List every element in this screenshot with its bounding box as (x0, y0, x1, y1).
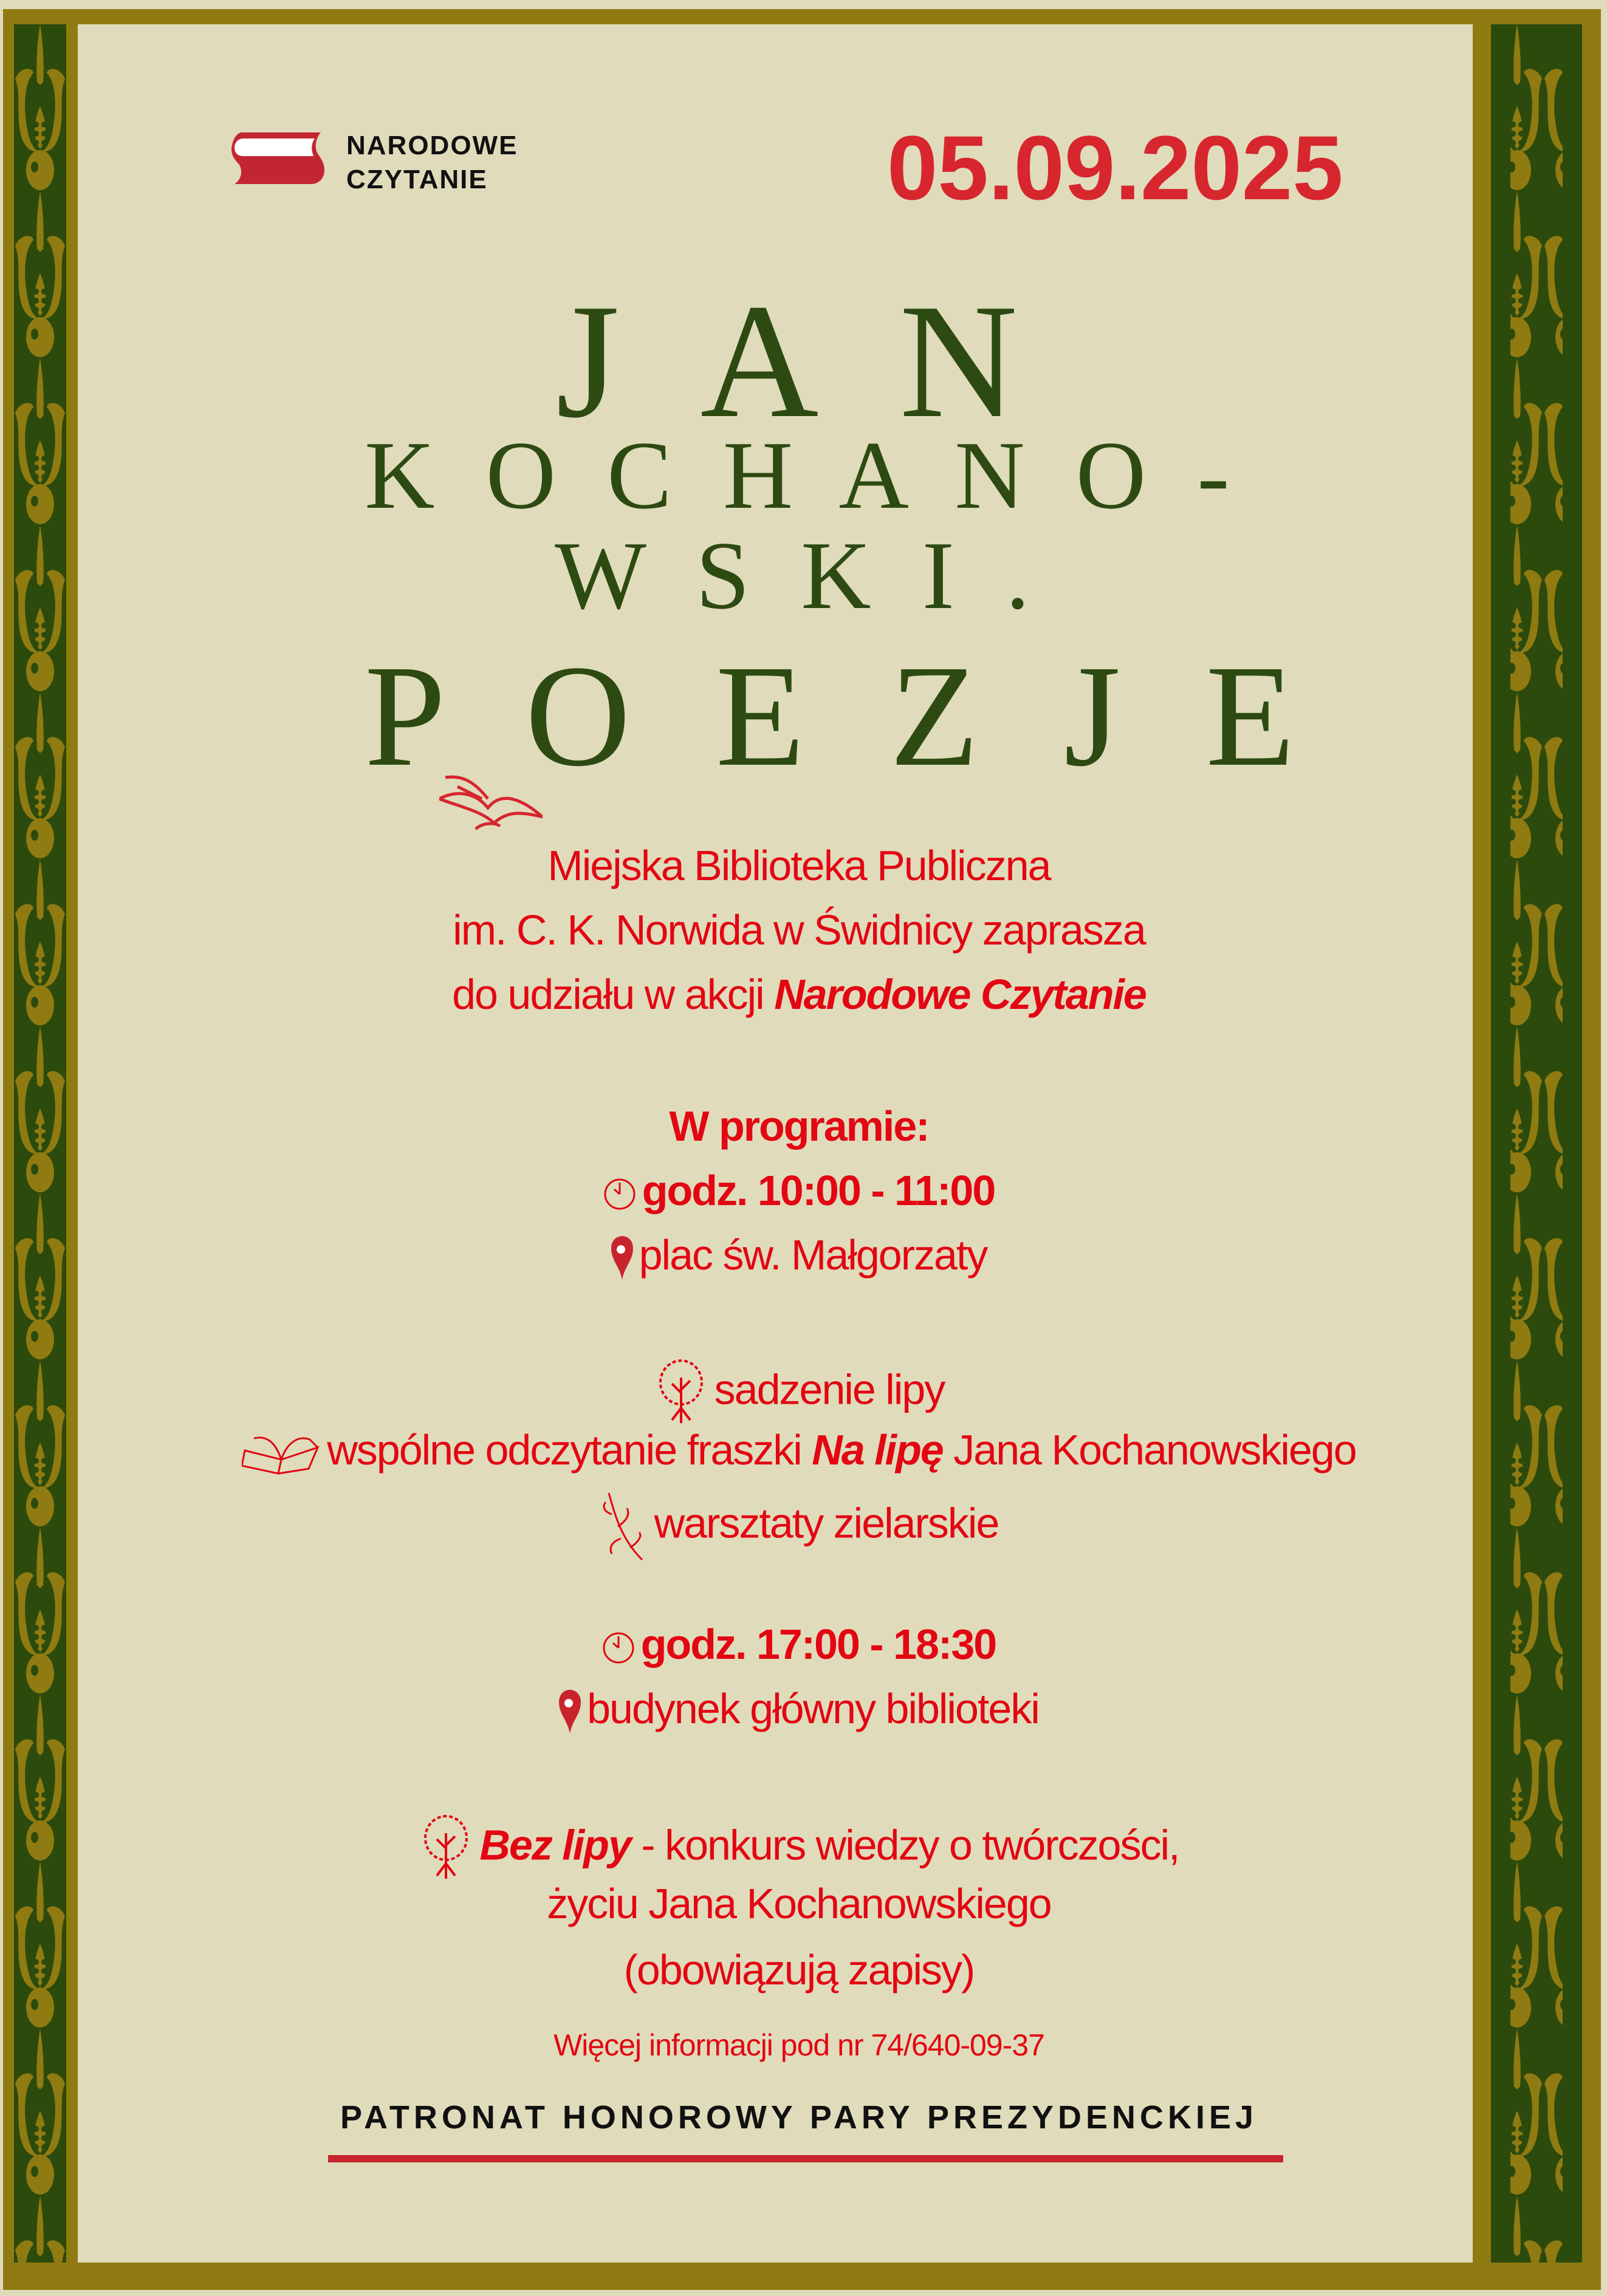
session2-time (122, 1620, 1476, 1669)
clock-icon (603, 1178, 636, 1211)
intro-line3-prefix: do udziału w akcji (452, 971, 775, 1018)
item-planting (122, 1359, 1476, 1426)
session1-time (122, 1166, 1476, 1215)
event-date: 05.09.2025 (887, 117, 1343, 219)
contest-line1 (122, 1815, 1476, 1882)
contest-line3: (obowiązują zapisy) (623, 1946, 975, 1994)
open-book-icon (242, 1432, 321, 1475)
intro-line3 (122, 970, 1476, 1019)
title-line3: W S K I . (555, 521, 1043, 629)
session2-place (122, 1684, 1476, 1735)
contact-info: Więcej informacji pod nr 74/640-09-37 (553, 2028, 1044, 2062)
red-divider (328, 2155, 1283, 2162)
item-reading-prefix: wspólne odczytanie fraszki (327, 1426, 812, 1474)
contest-line2: życiu Jana Kochanowskiego (547, 1880, 1051, 1927)
title-line2: K O C H A N O - (365, 421, 1243, 529)
item-herbal (122, 1490, 1476, 1563)
title-line1: J A N (555, 270, 1043, 452)
intro-line1: Miejska Biblioteka Publiczna (547, 842, 1050, 889)
session1-place (122, 1231, 1476, 1281)
session2-place-text: budynek główny biblioteki (587, 1685, 1039, 1732)
contest-desc: - konkurs wiedzy o twórczości, (630, 1821, 1179, 1869)
item-planting-text: sadzenie lipy (714, 1365, 945, 1413)
logo-line2: CZYTANIE (346, 165, 488, 194)
logo-line1: NARODOWE (346, 131, 518, 160)
map-pin-icon (611, 1236, 633, 1281)
herb-leaf-icon (600, 1490, 648, 1563)
program-heading: W programie: (669, 1102, 929, 1150)
clock-icon (602, 1631, 635, 1664)
right-ornament-border (1491, 24, 1582, 2263)
tree-icon (419, 1815, 473, 1882)
logo-text (346, 129, 518, 197)
contest-name: Bez lipy (479, 1821, 631, 1869)
session1-place-text: plac św. Małgorzaty (639, 1231, 987, 1279)
tree-icon (654, 1359, 708, 1426)
campaign-name: Narodowe Czytanie (774, 971, 1146, 1018)
poem-title: Na lipę (812, 1426, 943, 1474)
intro-line2: im. C. K. Norwida w Świdnicy zaprasza (453, 906, 1145, 954)
narodowe-czytanie-logo-icon (230, 131, 324, 185)
item-reading-suffix: Jana Kochanowskiego (942, 1426, 1356, 1474)
session2-time-text: godz. 17:00 - 18:30 (640, 1621, 996, 1668)
map-pin-icon (559, 1690, 581, 1735)
session1-time-text: godz. 10:00 - 11:00 (642, 1167, 995, 1214)
left-ornament-border (14, 24, 66, 2263)
flying-book-icon (439, 774, 543, 835)
title-line4: P O E Z J E (365, 635, 1320, 796)
item-reading (122, 1426, 1476, 1475)
patronage-text: PATRONAT HONOROWY PARY PREZYDENCKIEJ (340, 2099, 1258, 2136)
item-herbal-text: warsztaty zielarskie (654, 1499, 999, 1547)
